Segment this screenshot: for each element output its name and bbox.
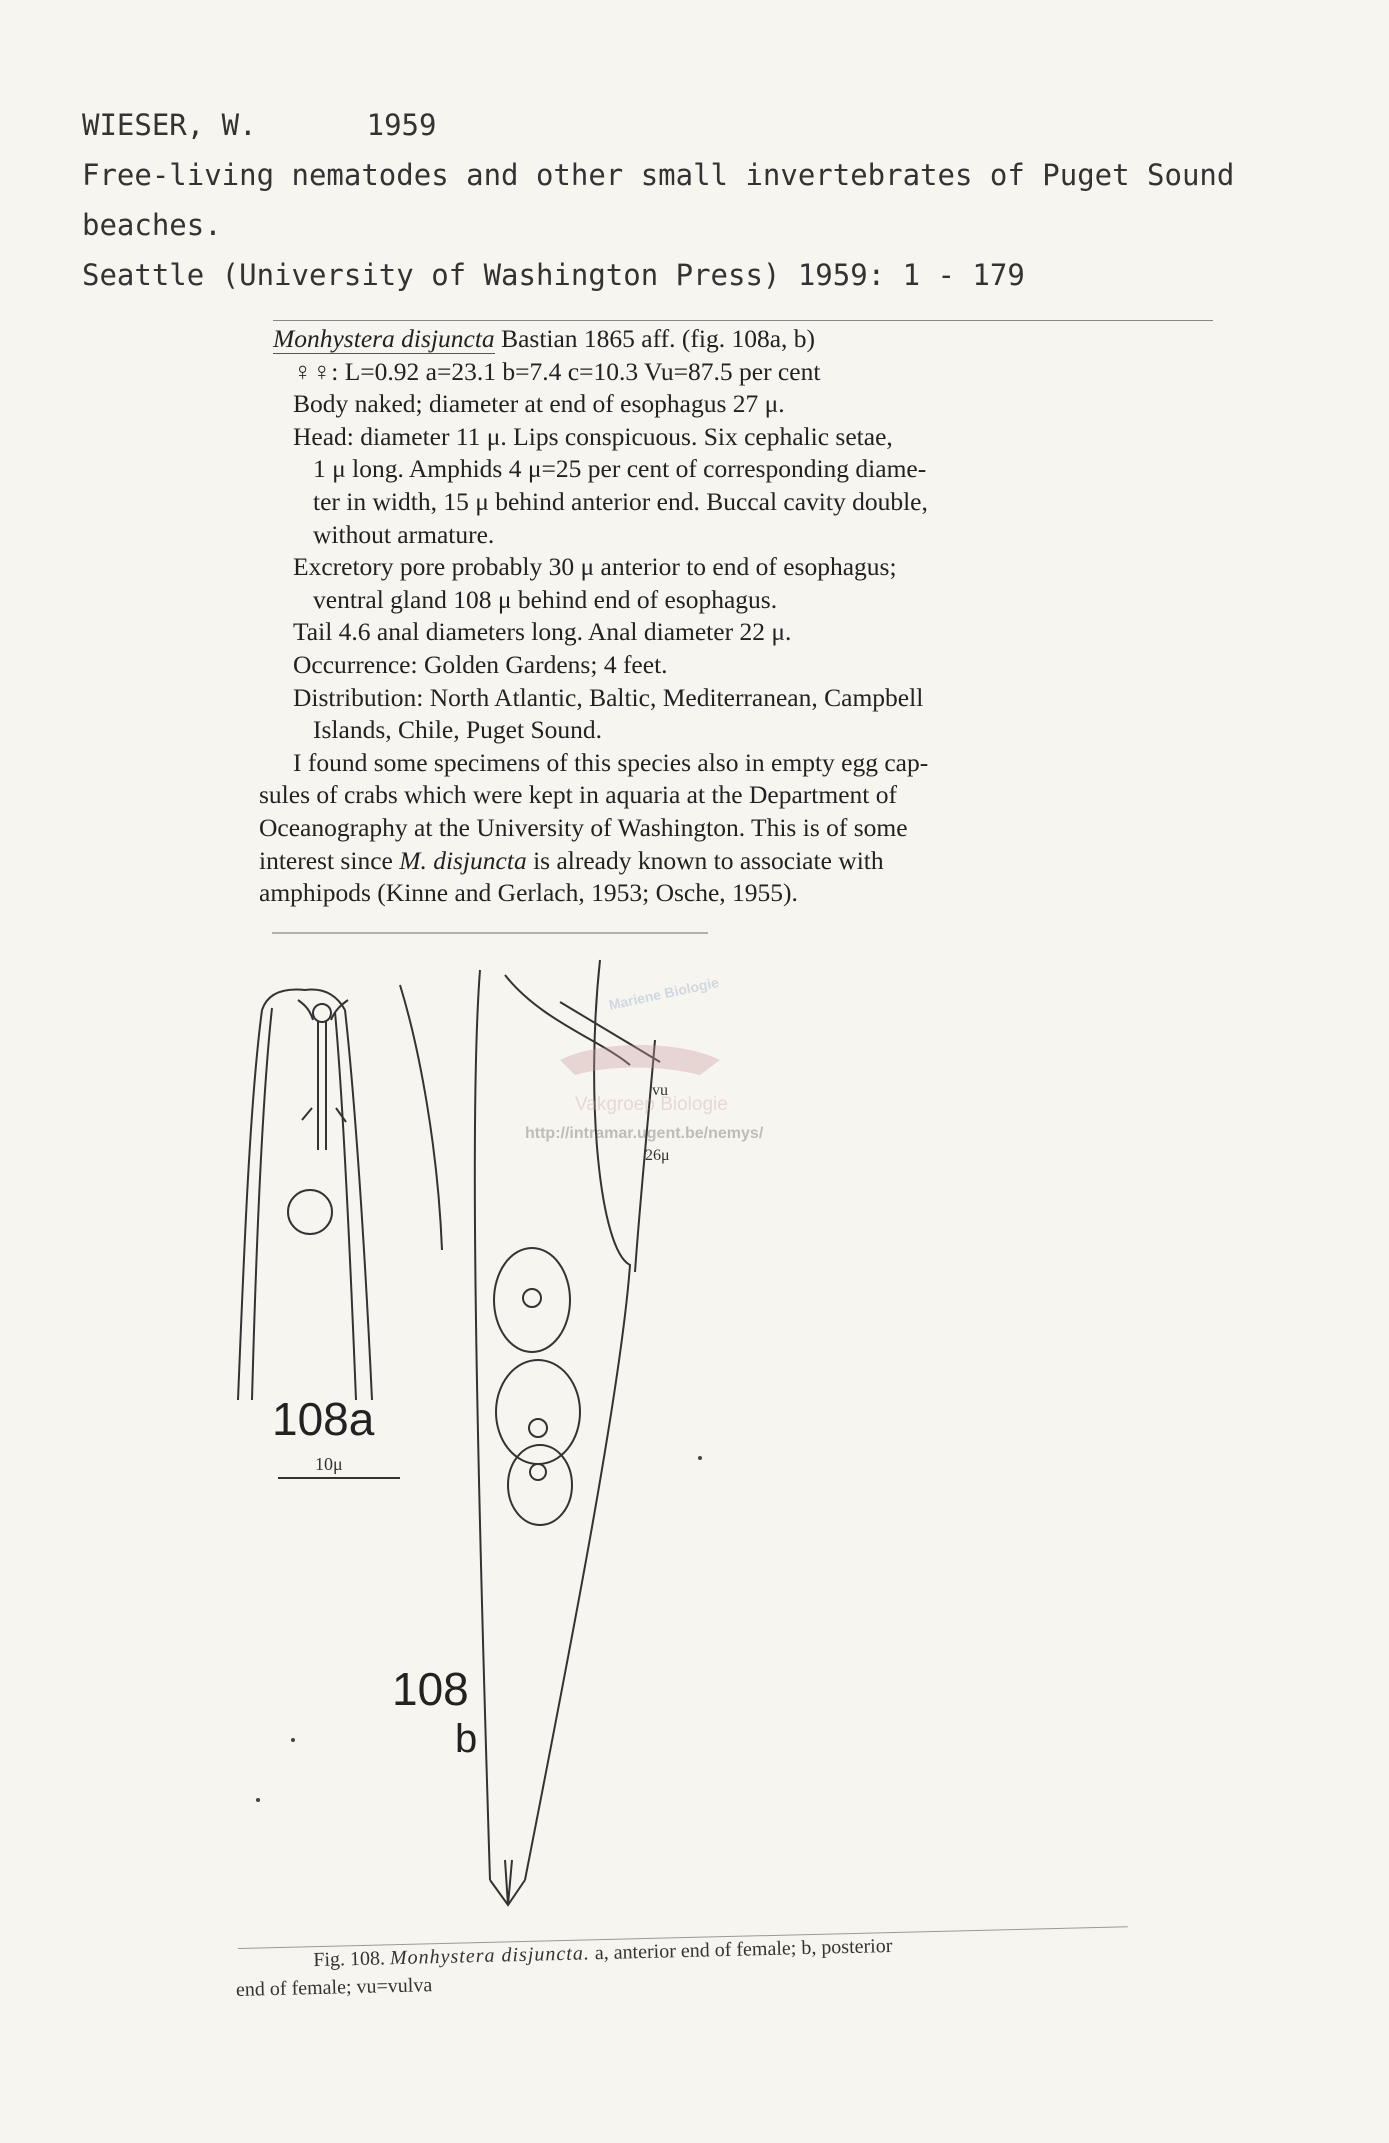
citation-block <box>82 100 1342 300</box>
head-line-2: 1 μ long. Amphids 4 μ=25 per cent of corresponding diame- <box>313 454 927 484</box>
tail-description: Tail 4.6 anal diameters long. Anal diameter 22 μ. <box>293 617 792 647</box>
adjacent-body-line <box>400 985 442 1250</box>
watermark-top-text: Mariene Biologie <box>607 973 721 1013</box>
citation-author-line <box>82 100 1342 150</box>
figure-108a-anterior-end <box>238 985 442 1400</box>
stray-dot <box>291 1738 295 1742</box>
figure-label-108b-letter: b <box>455 1717 478 1761</box>
watermark <box>525 974 764 1142</box>
watermark-url: http://intramar.ugent.be/nemys/ <box>525 1125 764 1142</box>
occurrence: Occurrence: Golden Gardens; 4 feet. <box>293 649 668 679</box>
note-line-5: amphipods (Kinne and Gerlach, 1953; Osche, 1955). <box>259 878 798 908</box>
cuticle-mark-left <box>302 1108 312 1120</box>
egg-1-nucleus <box>523 1289 541 1307</box>
egg-3 <box>508 1445 572 1525</box>
head-outline <box>262 990 345 1010</box>
egg-2 <box>496 1360 580 1464</box>
cuticle-mark-right <box>336 1108 346 1122</box>
body-wall-right-inner <box>335 1012 356 1400</box>
stray-dot <box>256 1798 260 1802</box>
note-text-4a: interest since <box>259 845 400 875</box>
excretory-line-1: Excretory pore probably 30 μ anterior to end of esophagus; <box>293 552 897 582</box>
excretory-line-2: ventral gland 108 μ behind end of esophagus. <box>313 584 778 614</box>
citation-year: 1959 <box>366 108 437 142</box>
scale-label-108b: 26μ <box>645 1147 670 1164</box>
note-line-4 <box>259 845 1213 878</box>
citation-title-line-1: Free-living nematodes and other small invertebrates of Puget Sound <box>82 158 1235 192</box>
buccal-cavity <box>313 1004 331 1022</box>
note-line-1 <box>259 747 1213 780</box>
watermark-logo-icon <box>560 1045 720 1075</box>
note-line-3: Oceanography at the University of Washington. This is of some <box>259 812 908 842</box>
figure-label-108b-number: 108 <box>392 1663 469 1715</box>
egg-3-nucleus <box>530 1464 546 1480</box>
body-description: Body naked; diameter at end of esophagus 27 μ. <box>293 389 785 419</box>
figure-108 <box>0 920 1389 2040</box>
measurements: ♀♀: L=0.92 a=23.1 b=7.4 c=10.3 Vu=87.5 per cent <box>293 356 821 386</box>
species-description <box>259 320 1213 910</box>
scale-label-108a: 10μ <box>315 1454 343 1474</box>
distribution-line-2: Islands, Chile, Puget Sound. <box>313 715 603 745</box>
head-line-3: ter in width, 15 μ behind anterior end. Buccal cavity double, <box>313 486 928 516</box>
species-name: Monhystera disjuncta <box>273 324 495 353</box>
body-wall-right-outer <box>345 1010 372 1400</box>
citation-publisher: Seattle (University of Washington Press) 1959: 1 - 179 <box>82 258 1025 292</box>
note-species-ref: M. disjuncta <box>399 845 527 875</box>
vulva-label: vu <box>652 1082 668 1099</box>
head-line-4: without armature. <box>313 519 495 549</box>
egg-1 <box>494 1248 570 1352</box>
stray-dot <box>698 1456 702 1460</box>
species-authority: Bastian 1865 aff. (fig. 108a, b) <box>501 324 816 353</box>
head-line-1: Head: diameter 11 μ. Lips conspicuous. Six cephalic setae, <box>293 421 893 451</box>
cephalic-seta-left <box>298 1000 313 1020</box>
egg-2-nucleus <box>529 1419 547 1437</box>
note-line-2: sules of crabs which were kept in aquaria at the Department of <box>259 780 897 810</box>
spinneret <box>505 1860 512 1905</box>
citation-title-line-2: beaches. <box>82 208 222 242</box>
distribution-line-1: Distribution: North Atlantic, Baltic, Mediterranean, Campbell <box>293 682 924 712</box>
caption-species: Monhystera disjuncta. <box>389 1942 591 1970</box>
caption-line-2: end of female; vu=vulva <box>235 1974 433 2001</box>
species-heading <box>273 320 1213 356</box>
note-text-4c: is already known to associate with <box>526 845 884 875</box>
note-text-1: I found some specimens of this species also in empty egg cap- <box>293 747 929 777</box>
caption-prefix: Fig. 108. <box>313 1947 386 1972</box>
citation-author: WIESER, W. <box>82 108 257 142</box>
caption-text-1: a, anterior end of female; b, posterior <box>589 1934 893 1965</box>
watermark-mid-text: Vakgroep Biologie <box>575 1094 728 1115</box>
figure-label-108a: 108a <box>272 1393 375 1445</box>
amphid <box>288 1190 332 1234</box>
